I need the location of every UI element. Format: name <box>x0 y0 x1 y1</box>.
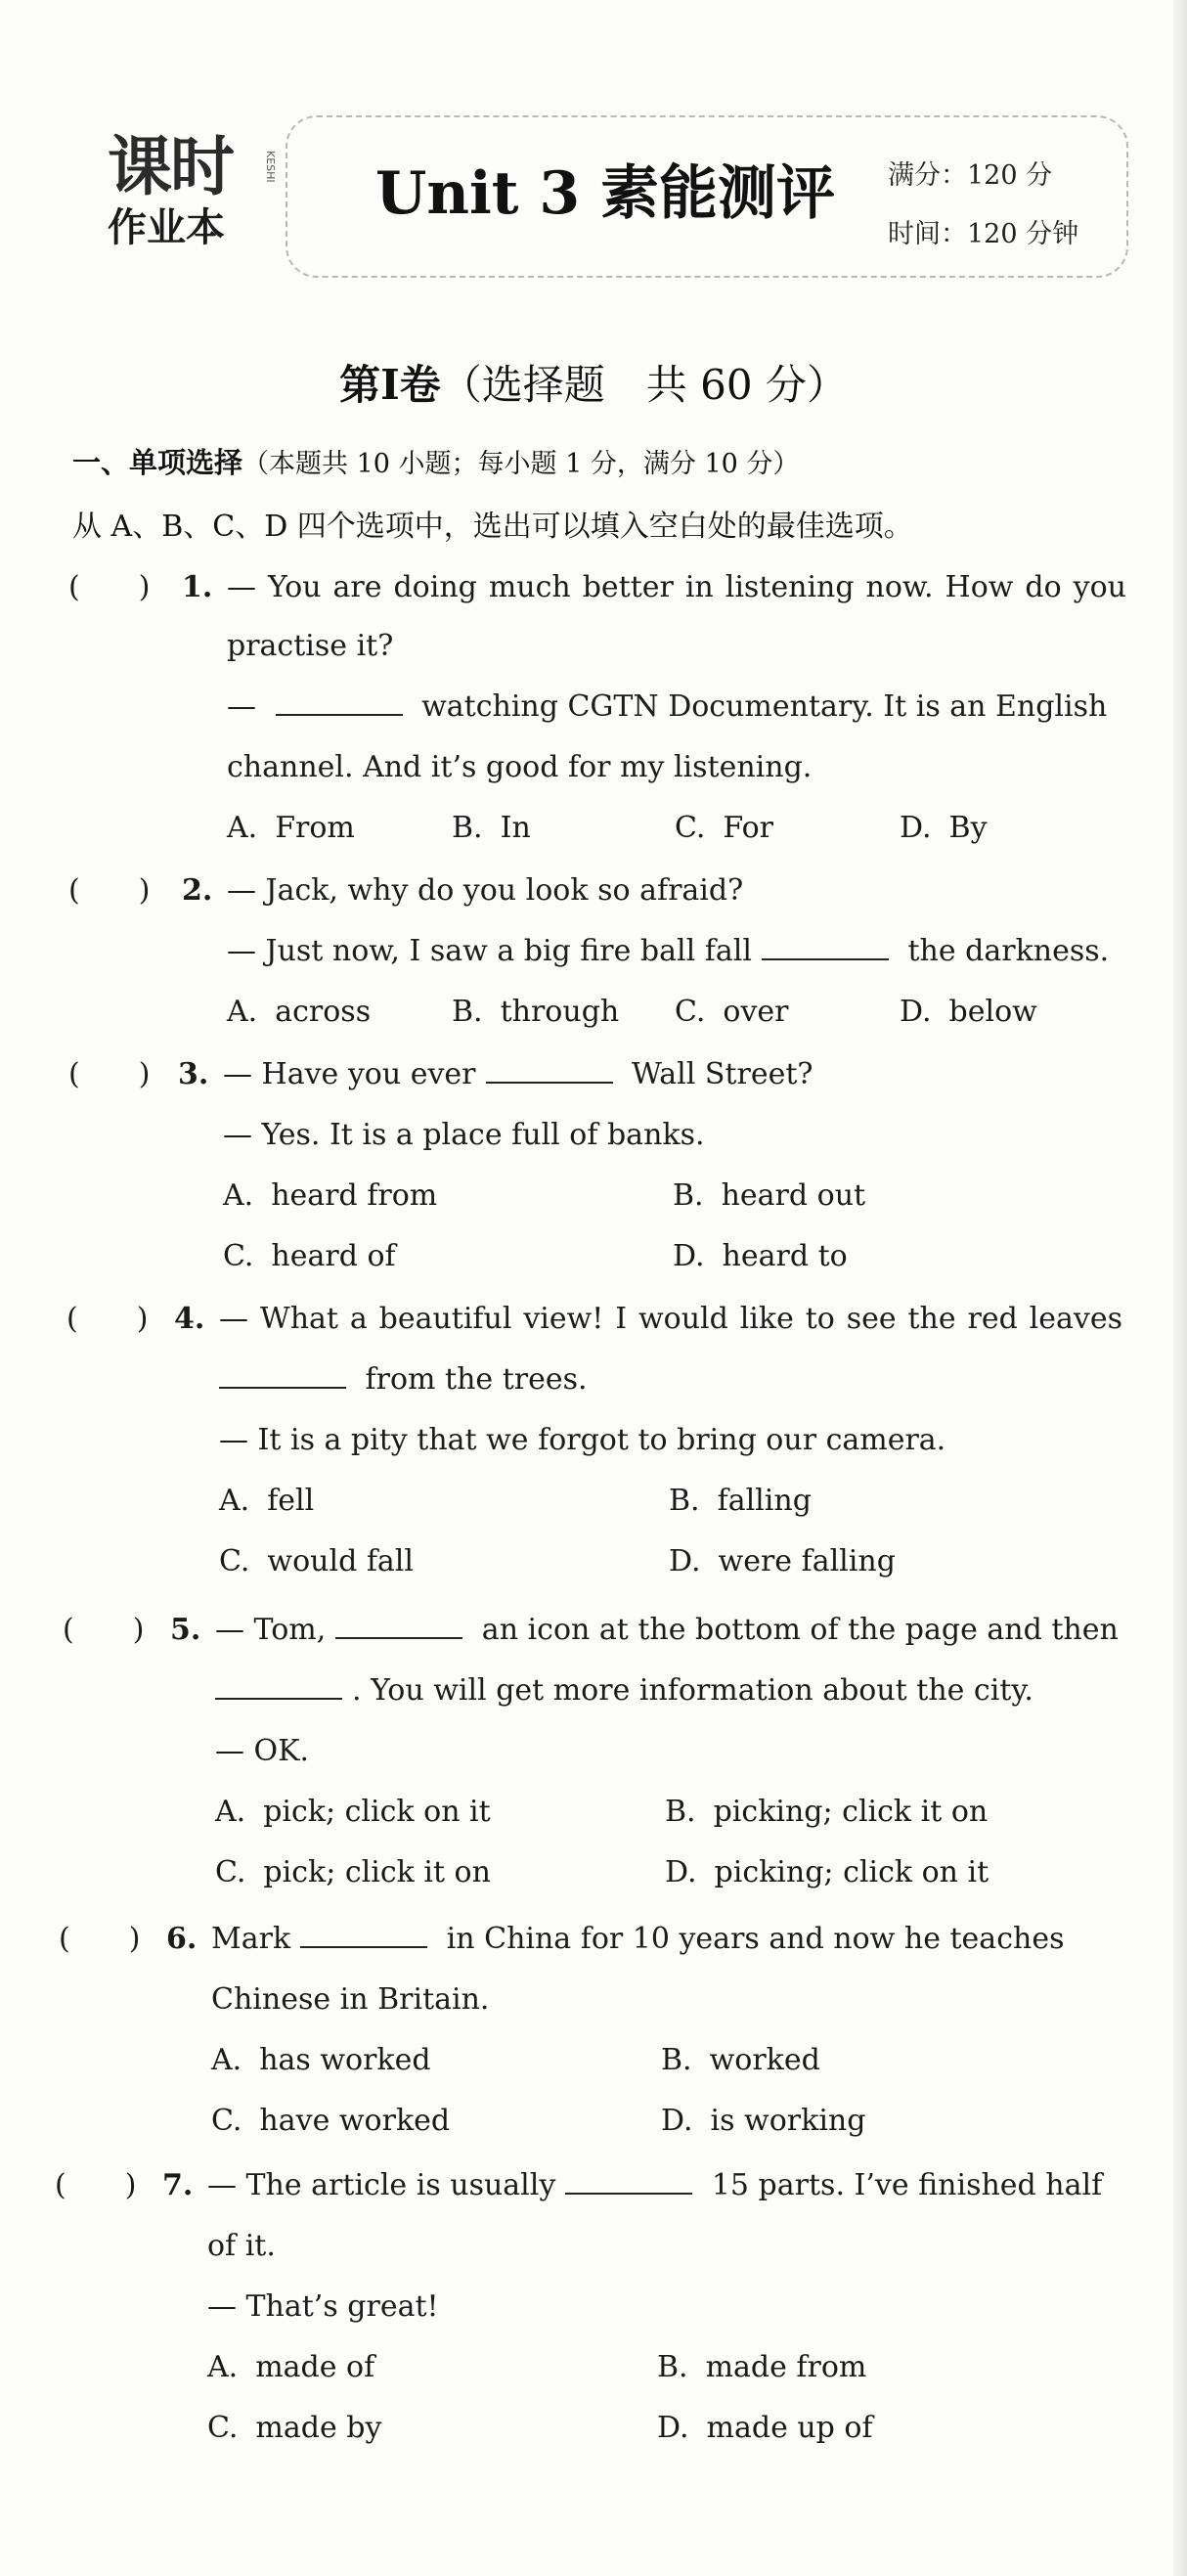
option-text: heard from <box>271 1178 438 1213</box>
option-c <box>211 2091 450 2152</box>
option-text: were falling <box>718 1544 896 1578</box>
question-text: in China for 10 years and now he teaches <box>437 1922 1065 1956</box>
option-d <box>673 1226 848 1287</box>
brand-top: 课时 <box>108 129 233 204</box>
answer-paren[interactable]: ( ) <box>55 2168 137 2202</box>
option-text: across <box>275 995 372 1029</box>
unit-title: Unit 3 素能测评 <box>375 159 835 228</box>
answer-blank <box>486 1058 613 1084</box>
option-d <box>657 2398 873 2459</box>
part-heading-main: 一、单项选择 <box>72 446 243 479</box>
option-text: made from <box>705 2350 867 2384</box>
option-text: In <box>500 811 531 845</box>
question-line: practise it? <box>227 629 394 663</box>
option-key: A. <box>215 1795 246 1829</box>
section-title-rest: （选择题 共 60 分） <box>440 361 848 409</box>
answer-paren[interactable]: ( ) <box>59 1922 141 1956</box>
brand-sub: KESHI <box>264 151 277 183</box>
option-text: is working <box>710 2104 866 2138</box>
option-text: has worked <box>259 2043 431 2077</box>
question-number: 4. <box>174 1302 205 1336</box>
option-text: below <box>948 995 1037 1029</box>
option-d <box>669 1532 896 1592</box>
option-key: C. <box>675 811 706 845</box>
answer-blank <box>762 935 889 960</box>
question-line <box>227 677 1107 737</box>
question-line: — Yes. It is a place full of banks. <box>223 1118 705 1152</box>
answer-blank <box>219 1363 346 1389</box>
question-text: the darkness. <box>898 934 1110 968</box>
option-key: B. <box>665 1795 696 1829</box>
section-title <box>0 354 1187 417</box>
question-text: — Tom, <box>215 1613 327 1647</box>
option-text: made up of <box>706 2411 873 2445</box>
question-number: 3. <box>178 1057 209 1091</box>
answer-blank <box>276 690 403 716</box>
question-line <box>211 1909 1064 1970</box>
option-c <box>223 1226 396 1287</box>
option-text: picking; click it on <box>713 1795 989 1829</box>
option-key: A. <box>227 995 258 1029</box>
option-d <box>665 1843 989 1903</box>
option-key: C. <box>207 2411 239 2445</box>
option-d <box>900 798 988 859</box>
option-key: B. <box>452 995 483 1029</box>
question-line: Chinese in Britain. <box>211 1982 490 2017</box>
option-a <box>227 982 371 1043</box>
part-heading-note: （本题共 10 小题；每小题 1 分，满分 10 分） <box>242 449 800 479</box>
option-text: falling <box>717 1484 812 1518</box>
question-text: . You will get more information about the city. <box>352 1673 1033 1708</box>
option-text: fell <box>267 1484 315 1518</box>
option-a <box>207 2337 374 2398</box>
option-text: over <box>723 995 789 1029</box>
option-key: B. <box>661 2043 692 2077</box>
answer-blank <box>565 2169 692 2195</box>
option-key: B. <box>669 1484 700 1518</box>
option-a <box>223 1166 437 1226</box>
question-line: — What a beautiful view! I would like to see the red leaves <box>219 1302 1122 1336</box>
answer-paren[interactable]: ( ) <box>68 570 151 604</box>
option-key: A. <box>227 811 258 845</box>
option-a <box>215 1782 491 1843</box>
option-c <box>219 1532 414 1592</box>
answer-blank <box>300 1923 427 1948</box>
option-key: D. <box>661 2104 693 2138</box>
option-b <box>452 798 531 859</box>
question-text: from the trees. <box>356 1362 588 1397</box>
question-text: Mark <box>211 1922 291 1956</box>
question-text: an icon at the bottom of the page and then <box>472 1613 1119 1647</box>
question-number: 7. <box>162 2168 194 2202</box>
option-key: A. <box>211 2043 242 2077</box>
question-text: — The article is usually <box>207 2168 556 2202</box>
option-d <box>900 982 1037 1043</box>
question-number: 5. <box>170 1613 201 1647</box>
option-text: For <box>723 811 773 845</box>
option-c <box>215 1843 491 1903</box>
option-key: D. <box>665 1855 697 1889</box>
option-text: would fall <box>267 1544 414 1578</box>
answer-blank <box>215 1674 342 1700</box>
question-line: — You are doing much better in listening now. How do you <box>227 570 1126 604</box>
question-line: — Jack, why do you look so afraid? <box>227 873 744 908</box>
question-text: Wall Street? <box>622 1057 813 1091</box>
answer-paren[interactable]: ( ) <box>63 1613 145 1647</box>
option-d <box>661 2091 865 2152</box>
option-text: picking; click on it <box>714 1855 989 1889</box>
option-b <box>673 1166 865 1226</box>
option-key: B. <box>452 811 483 845</box>
option-key: C. <box>675 995 706 1029</box>
option-text: pick; click it on <box>263 1855 491 1889</box>
option-text: heard out <box>721 1178 866 1213</box>
question-text: watching CGTN Documentary. It is an English <box>412 689 1108 724</box>
question-number: 2. <box>182 873 213 908</box>
answer-paren[interactable]: ( ) <box>68 1057 151 1091</box>
option-a <box>219 1471 314 1532</box>
question-line: — It is a pity that we forgot to bring our camera. <box>219 1423 946 1457</box>
option-key: A. <box>219 1484 250 1518</box>
option-c <box>675 982 789 1043</box>
section-title-bold: 第Ⅰ卷 <box>339 361 441 409</box>
option-key: C. <box>211 2104 242 2138</box>
brand-logo <box>108 129 279 250</box>
option-key: C. <box>215 1855 246 1889</box>
part-heading <box>72 438 799 489</box>
option-key: B. <box>673 1178 704 1213</box>
question-text: — <box>227 689 266 724</box>
option-key: A. <box>207 2350 239 2384</box>
instruction: 从 A、B、C、D 四个选项中，选出可以填入空白处的最佳选项。 <box>72 510 913 544</box>
option-key: C. <box>219 1544 250 1578</box>
option-text: From <box>275 811 355 845</box>
option-a <box>227 798 355 859</box>
option-text: heard of <box>271 1239 396 1273</box>
option-text: made by <box>255 2411 382 2445</box>
title-box <box>286 115 1128 278</box>
question-line <box>227 921 1109 982</box>
option-key: D. <box>657 2411 689 2445</box>
option-b <box>452 982 619 1043</box>
option-key: C. <box>223 1239 254 1273</box>
option-a <box>211 2030 431 2091</box>
option-b <box>657 2337 866 2398</box>
question-text: — Have you ever <box>223 1057 476 1091</box>
question-line: channel. And it’s good for my listening. <box>227 750 813 784</box>
option-key: D. <box>900 995 932 1029</box>
brand-bottom: 作业本 <box>108 205 225 250</box>
answer-blank <box>335 1614 462 1639</box>
question-line <box>223 1044 813 1105</box>
option-c <box>675 798 773 859</box>
option-key: D. <box>673 1239 705 1273</box>
question-line: of it. <box>207 2229 276 2263</box>
option-c <box>207 2398 381 2459</box>
option-key: A. <box>223 1178 254 1213</box>
question-line <box>215 1661 1033 1721</box>
question-line <box>219 1350 588 1410</box>
question-line: — That’s great! <box>207 2289 439 2324</box>
option-b <box>665 1782 988 1843</box>
option-key: D. <box>900 811 932 845</box>
question-line <box>207 2155 1102 2216</box>
option-key: D. <box>669 1544 701 1578</box>
question-number: 1. <box>182 570 213 604</box>
answer-paren[interactable]: ( ) <box>68 873 151 908</box>
title-meta <box>888 147 1078 264</box>
option-b <box>661 2030 820 2091</box>
full-score: 满分：120 分 <box>888 160 1053 191</box>
option-text: have worked <box>259 2104 451 2138</box>
question-text: — Just now, I saw a big fire ball fall <box>227 934 752 968</box>
option-text: pick; click on it <box>263 1795 491 1829</box>
option-key: B. <box>657 2350 688 2384</box>
question-number: 6. <box>166 1922 198 1956</box>
question-line: — OK. <box>215 1734 310 1768</box>
option-text: heard to <box>722 1239 848 1273</box>
question-text: 15 parts. I’ve finished half <box>702 2168 1103 2202</box>
answer-paren[interactable]: ( ) <box>66 1302 149 1336</box>
option-text: through <box>500 995 620 1029</box>
time-limit: 时间：120 分钟 <box>888 219 1079 249</box>
option-b <box>669 1471 812 1532</box>
option-text: By <box>948 811 988 845</box>
question-line <box>215 1600 1119 1661</box>
option-text: worked <box>709 2043 820 2077</box>
option-text: made of <box>255 2350 375 2384</box>
